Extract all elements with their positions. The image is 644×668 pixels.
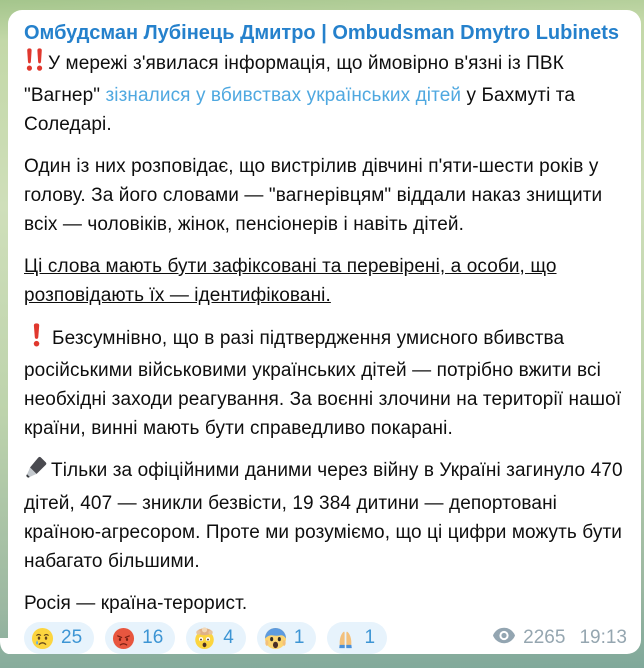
paragraph-network-info xyxy=(24,48,627,139)
reaction-folded-hands[interactable] xyxy=(327,622,387,654)
paragraph-terrorist: Росія — країна-терорист. xyxy=(24,593,248,614)
inline-link[interactable]: зізналися у вбивствах українських дітей xyxy=(105,85,462,106)
reaction-crying-face[interactable] xyxy=(24,622,94,654)
reaction-count: 1 xyxy=(364,627,376,648)
views-and-time xyxy=(492,627,627,650)
paragraph-verify xyxy=(24,252,627,310)
text-segment: у Бахмуті та Соледарі. xyxy=(24,85,576,135)
message-bubble xyxy=(8,10,641,654)
paragraph-statistics xyxy=(24,456,627,576)
underlined-text: Ці слова мають бути зафіксовані та перевірені, а особи, що розповідають їх — ідентифіковані. xyxy=(24,256,557,306)
message-footer xyxy=(24,622,627,654)
double-exclamation-icon xyxy=(24,48,45,81)
reaction-exploding-head[interactable] xyxy=(186,622,246,654)
reaction-angry-face[interactable] xyxy=(105,622,175,654)
folded-hands-emoji xyxy=(334,627,357,650)
text-segment: У мережі з'явилася інформація, що ймовірно в'язні із ПВК "Вагнер" xyxy=(24,53,564,106)
eye-icon xyxy=(492,627,516,650)
text-segment: Безсумнівно, що в разі підтвердження умисного вбивства російськими військовими українських дітей — потрібно вжити всі необхідні заходи реагування. За воєнні злочини на території нашої країни, винні мають бути справедливо покарані. xyxy=(24,328,622,439)
reaction-screaming-face[interactable] xyxy=(257,622,317,654)
paragraph-testimony: Один із них розповідає, що вистрілив дівчині п'яти-шести років у голову. За його словами — "вагнерівцям" віддали наказ знищити всіх — чоловіків, жінок, пенсіонерів і навіть дітей. xyxy=(24,156,603,235)
reaction-count: 4 xyxy=(223,627,234,648)
channel-name[interactable]: Омбудсман Лубінець Дмитро | Ombudsman Dmytro Lubinets xyxy=(24,22,620,44)
text-segment: Тільки за офіційними даними через війну в Україні загинуло 470 дітей, 407 — зникли безвісти, 19 384 дитини — депортовані країною-агресором. Проте ми розуміємо, що ці цифри можуть бути набагато більшими. xyxy=(24,460,623,572)
timestamp: 19:13 xyxy=(579,627,627,648)
exclamation-icon xyxy=(31,323,43,356)
reactions-bar xyxy=(24,622,387,654)
angry-face-emoji xyxy=(112,627,135,650)
reaction-count: 25 xyxy=(61,627,83,648)
view-count: 2265 xyxy=(523,627,566,648)
exploding-head-emoji xyxy=(193,627,216,650)
screaming-face-emoji xyxy=(264,627,287,650)
paragraph-response xyxy=(24,323,627,443)
crying-face-emoji xyxy=(31,627,54,650)
pen-icon xyxy=(24,456,48,489)
reaction-count: 1 xyxy=(293,627,305,648)
reaction-count: 16 xyxy=(142,627,164,648)
